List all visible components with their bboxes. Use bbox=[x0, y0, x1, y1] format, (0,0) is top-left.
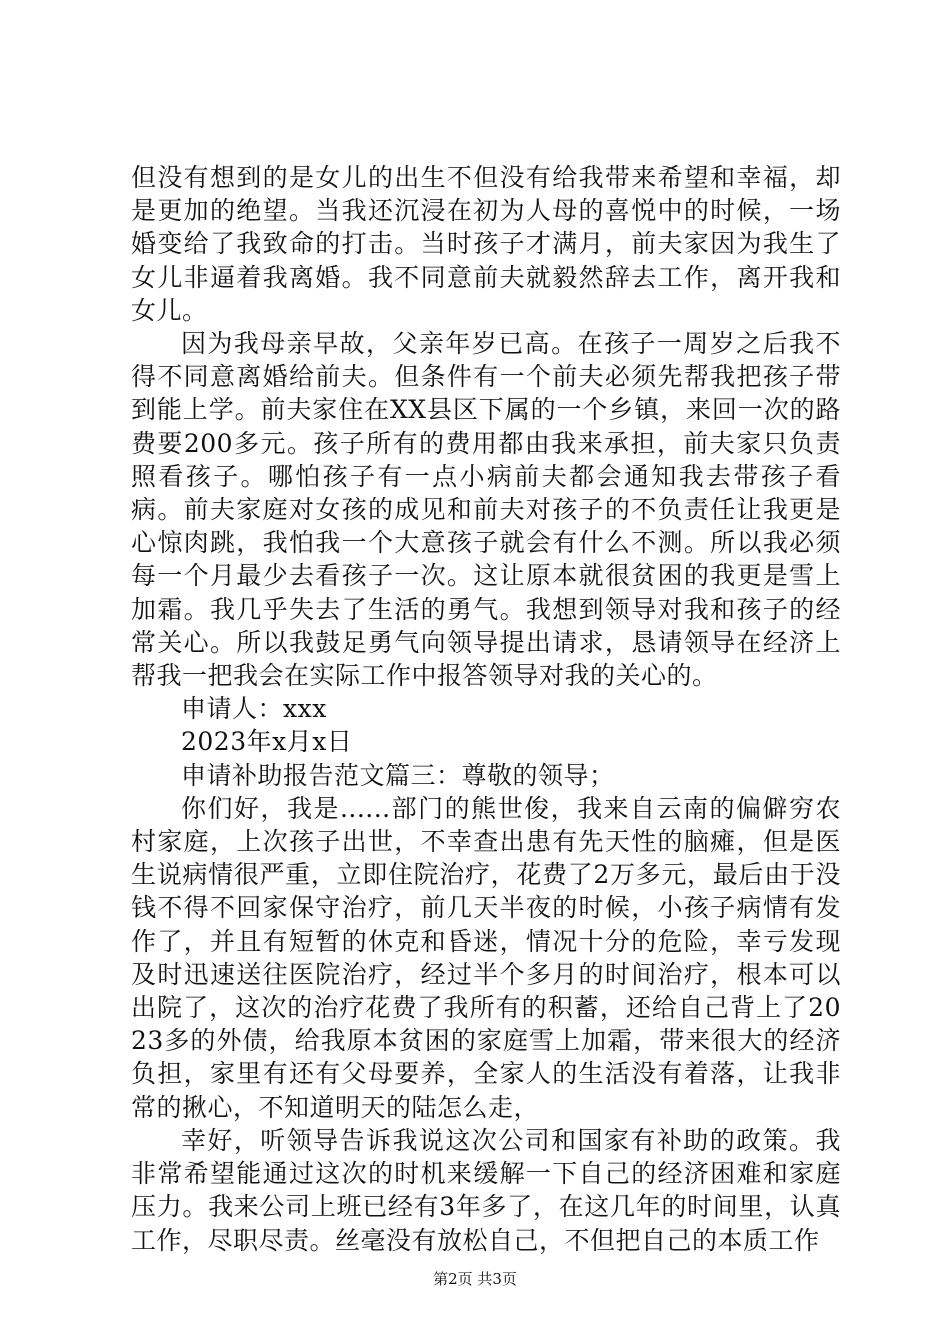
paragraph-request: 幸好，听领导告诉我说这次公司和国家有补助的政策。我非常希望能通过这次的时机来缓解一下自己的经济困难和家庭压力。我来公司上班已经有3年多了，在这几年的时间里，认真工作，尽职尽责。丝毫没有放松自己，不但把自己的本质工作 bbox=[131, 1125, 841, 1255]
section-heading: 申请补助报告范文篇三：尊敬的领导； bbox=[181, 760, 615, 790]
paragraph-continuation: 但没有想到的是女儿的出生不但没有给我带来希望和幸福，却是更加的绝望。当我还沉浸在初为人母的喜悦中的时候，一场婚变给了我致命的打击。当时孩子才满月，前夫家因为我生了女儿非逼着我离婚。我不同意前夫就毅然辞去工作，离开我和女儿。 bbox=[131, 163, 841, 325]
paragraph-greeting: 你们好，我是......部门的熊世俊，我来自云南的偏僻穷农村家庭，上次孩子出世，不幸查出患有先天性的脑瘫，但是医生说病情很严重，立即住院治疗，花费了2万多元，最后由于没钱不得不回家保守治疗，前几天半夜的时候，小孩子病情有发作了，并且有短暂的休克和昏迷，情况十分的危险，幸亏发现及时迅速送往医院治疗，经过半个多月的时间治疗，根本可以出院了，这次的治疗花费了我所有的积蓄，还给自己背上了2023多的外债，给我原本贫困的家庭雪上加霜，带来很大的经济负担，家里有还有父母要养，全家人的生活没有着落，让我非常的揪心，不知道明天的陆怎么走， bbox=[131, 793, 841, 1122]
date-line: 2023年x月x日 bbox=[181, 727, 353, 757]
document-body bbox=[131, 161, 841, 1257]
page-footer: 第2页 共3页 bbox=[433, 1270, 517, 1288]
paragraph-background: 因为我母亲早故，父亲年岁已高。在孩子一周岁之后我不得不同意离婚给前夫。但条件有一个前夫必须先帮我把孩子带到能上学。前夫家住在XX县区下属的一个乡镇，来回一次的路费要200多元。孩子所有的费用都由我来承担，前夫家只负责照看孩子。哪怕孩子有一点小病前夫都会通知我去带孩子看病。前夫家庭对女孩的成见和前夫对孩子的不负责任让我更是心惊肉跳，我怕我一个大意孩子就会有什么不测。所以我必须每一个月最少去看孩子一次。这让原本就很贫困的我更是雪上加霜。我几乎失去了生活的勇气。我想到领导对我和孩子的经常关心。所以我鼓足勇气向领导提出请求，恳请领导在经济上帮我一把我会在实际工作中报答领导对我的关心的。 bbox=[131, 329, 841, 691]
applicant-line: 申请人：xxx bbox=[181, 694, 327, 724]
